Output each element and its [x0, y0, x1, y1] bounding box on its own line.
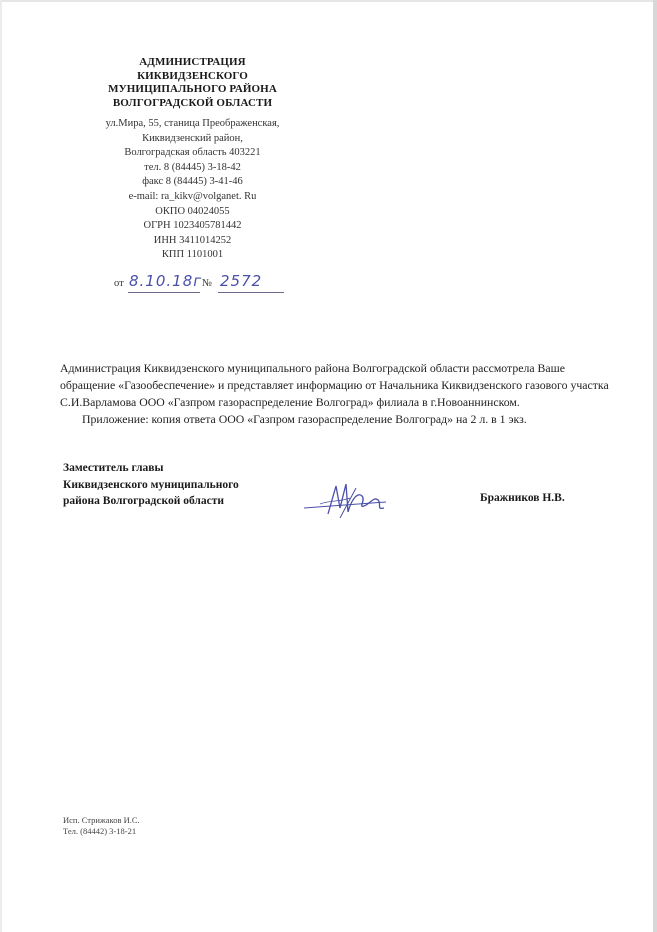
okpo-line: ОКПО 04024055 [155, 205, 230, 217]
handwritten-signature [300, 478, 390, 523]
inn-line: ИНН 3411014252 [153, 234, 232, 246]
signer-title-line: Заместитель главы [63, 462, 164, 474]
email-line: e-mail: ra_kikv@volganet. Ru [128, 190, 257, 202]
address-line: Волгоградская область 403221 [124, 147, 261, 159]
executor-info [63, 815, 140, 837]
letter-body [60, 360, 620, 428]
attachment-note: Приложение: копия ответа ООО «Газпром газораспределение Волгоград» на 2 л. в 1 экз. [82, 412, 527, 426]
scan-edge [0, 0, 657, 2]
number-label: № [202, 278, 213, 289]
number-underline [218, 292, 284, 293]
ogrn-line: ОГРН 1023405781442 [143, 220, 242, 232]
signer-title-line: района Волгоградской области [63, 495, 224, 507]
kpp-line: КПП 1101001 [161, 249, 224, 261]
handwritten-date: 8.10.18г [129, 272, 203, 290]
signer-title [63, 460, 239, 510]
org-line: АДМИНИСТРАЦИЯ [139, 56, 246, 68]
signer-name: Бражников Н.В. [480, 492, 565, 504]
letterhead [80, 56, 305, 263]
org-line: ВОЛГОГРАДСКОЙ ОБЛАСТИ [112, 96, 273, 109]
scan-edge [653, 0, 657, 932]
date-label: от [114, 278, 124, 289]
phone-line: тел. 8 (84445) 3-18-42 [144, 161, 241, 173]
fax-line: факс 8 (84445) 3-41-46 [142, 176, 243, 188]
scan-edge [0, 0, 2, 932]
executor-name: Исп. Стрижаков И.С. [63, 815, 140, 825]
org-line: КИКВИДЗЕНСКОГО [137, 69, 248, 82]
address-line: Киквидзенский район, [142, 132, 243, 144]
executor-phone: Тел. (84442) 3-18-21 [63, 826, 137, 836]
org-line: МУНИЦИПАЛЬНОГО РАЙОНА [108, 83, 277, 95]
address-line: ул.Мира, 55, станица Преображенская, [105, 118, 280, 129]
organization-name [80, 56, 305, 110]
handwritten-number: 2572 [220, 272, 263, 290]
body-paragraph: Администрация Киквидзенского муниципального района Волгоградской области рассмотрела Ваше обращение «Газообеспечение» и представляет информацию от Начальника Киквидзенского газового участка С.И.Варламова ООО «Газпром газораспределение Волгоград» филиала в г.Новоаннинском. [60, 361, 609, 409]
signer-title-line: Киквидзенского муниципального [63, 478, 239, 491]
organization-address [80, 117, 305, 263]
outgoing-number [114, 272, 294, 294]
date-underline [128, 292, 200, 293]
